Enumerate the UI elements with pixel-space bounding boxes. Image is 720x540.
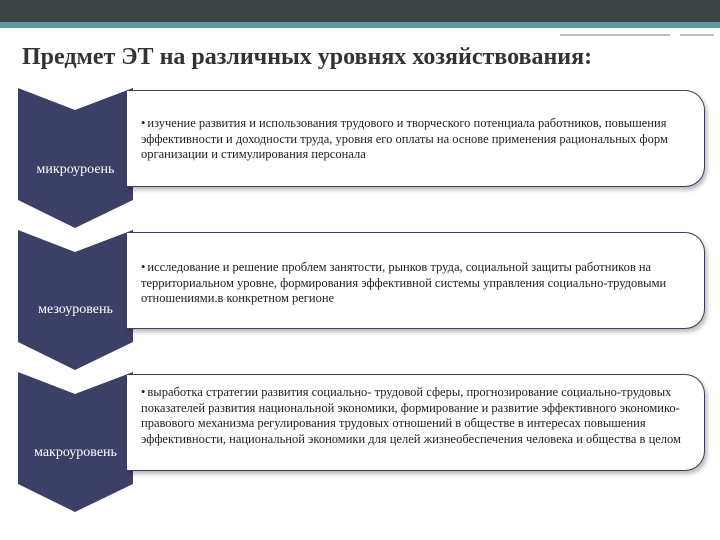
bullet-icon: • [141,385,146,399]
title-ornament-line [560,34,670,36]
meso-level-label: мезоуровень [38,302,113,317]
micro-level-description: изучение развития и использования трудового и творческого потенциала работников, повышения эффективности и доходности труда, уровня его оплаты на основе применения рациональных форм организации и стимулирования персонала [141,116,668,161]
micro-level-label: микроуроень [36,162,115,177]
title-ornament-line-short [680,34,714,36]
meso-level-box [127,232,705,329]
micro-level-text-block [141,116,697,163]
macro-level-text-block [141,385,697,447]
top-stripe [0,22,720,28]
macro-level-label: макроуровень [34,445,117,460]
bullet-icon: • [141,116,146,130]
micro-level-box [127,90,705,187]
bullet-icon: • [141,260,146,274]
macro-level-description: выработка стратегии развития социально- трудовой сферы, прогнозирование социально-трудовых показателей развития национальной экономики, формирование и развитие эффективного экономико-правового механизма регулирования трудовых отношений в обществе в интересах повышения эффективности, национальной экономики для целей жизнеобеспечения человека и общества в целом [141,385,681,446]
page-title: Предмет ЭТ на различных уровнях хозяйствования: [22,44,593,70]
meso-level-text-block [141,260,697,307]
meso-level-description: исследование и решение проблем занятости, рынков труда, социальной защиты работников на территориальном уровне, формирования эффективной системы управления социально-трудовыми отношениями.в конкретном регионе [141,260,667,305]
macro-level-box [127,374,705,471]
top-bar [0,0,720,22]
